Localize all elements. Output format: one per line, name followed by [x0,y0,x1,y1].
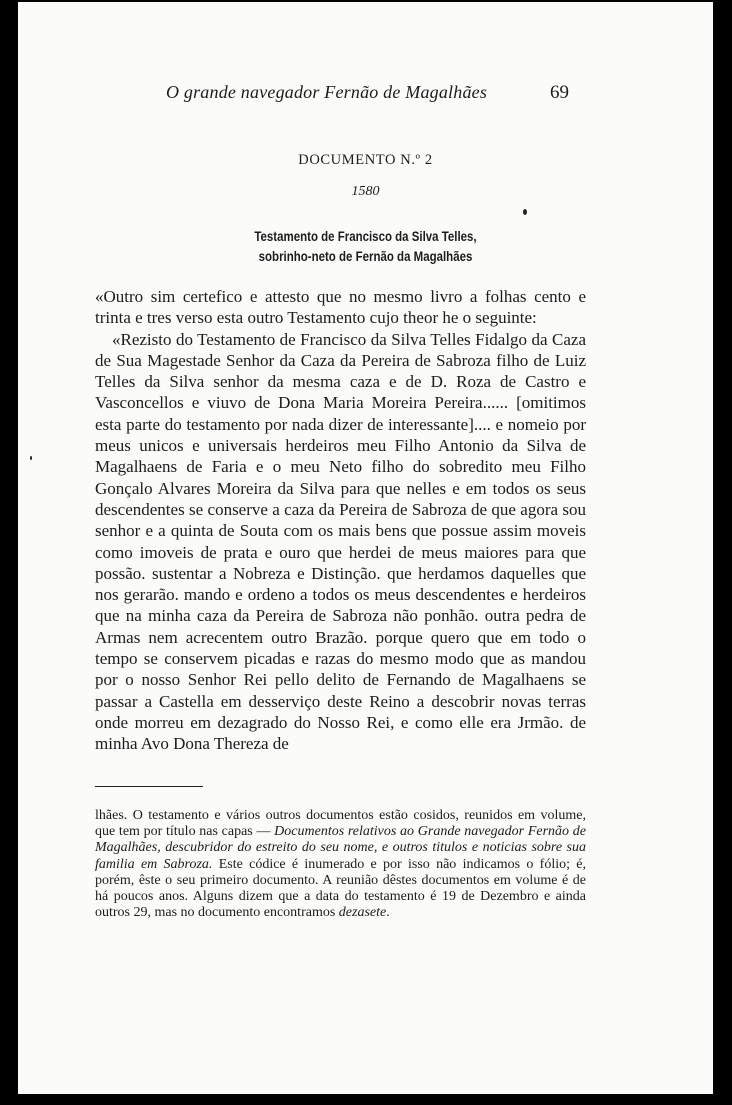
ink-speck [523,209,527,215]
document-label: DOCUMENTO N.º 2 [298,152,433,168]
body-paragraph-2: «Rezisto do Testamento de Francisco da Silva Telles Fidalgo da Caza de Sua Magestade Senhor da Caza da Pereira de Sabroza filho de Luiz Telles da Silva senhor da mesma caza e de D. Roza de Castro e Vasconcellos e viuvo de Dona Maria Moreira Pereira...... [omitimos esta parte do testamento por nada dizer de interessante].... e nomeio por meus unicos e universais herdeiros meu Filho Antonio da Silva de Magalhaens de Faria e o meu Neto filho do sobredito meu Filho Gonçalo Alvares Moreira da Silva para que nelles e em todos os seus descendentes se conserve a caza da Pereira de Sabroza de que agora sou senhor e a quinta de Souta com os mais bens que possue assim moveis como imoveis de prata e ouro que herdei de meus maiores para que possão. sustentar a Nobreza e Distinção. que herdamos daquelles que nos gerarão. mando e ordeno a todos os meus descendentes e herdeiros que na minha caza da Pereira de Sabroza não ponhão. outra pedra de Armas nem acrecentem outro Brazão. porque quero que em todo o tempo se conservem picadas e razas do mesmo modo que as mandou por o nosso Senhor Rei pello delito de Fernando de Magalhaens se passar a Castella em desserviço deste Reino a descobrir novas terras onde morreu em dezagrado do Nosso Rei, e como elle era Jrmão. de minha Avo Dona Thereza de [95,329,586,754]
page-number: 69 [550,82,569,103]
body-paragraph-1: «Outro sim certefico e attesto que no mesmo livro a folhas cento e trinta e tres verso esta outro Testamento cujo theor he o seguinte: [95,287,586,328]
body-text [95,286,586,755]
document-title-line-2: sobrinho-neto de Fernão da Magalhães [258,248,473,264]
footnote-italic-title: Documentos relativos ao Grande navegador Fernão de Magalhães, descubridor do estreito do seu nome, e outros titulos e noticias sobre sua familia em Sabroza. [95,824,586,872]
footnote-text-3: . [386,905,390,921]
footnote-divider [95,786,203,787]
footnote-text-2: Este códice é inumerado e por isso não indicamos o fólio; é, porém, êste o seu primeiro documento. A reunião dêstes documentos em volume é de há poucos anos. Alguns dizem que a data do testamento é 19 de Dezembro e ainda outros 29, mas no documento encontramos [95,856,586,921]
footnote [95,808,586,921]
footnote-paragraph [95,808,586,921]
footnote-text-1: lhães. O testamento e vários outros documentos estão cosidos, reunidos em volume, que tem por título nas capas — [95,808,586,840]
footnote-italic-word: dezasete [338,905,387,921]
document-year: 1580 [351,184,380,199]
document-title-line-1: Testamento de Francisco da Silva Telles, [254,228,477,244]
running-head: O grande navegador Fernão de Magalhães [166,82,488,102]
book-page [18,2,713,1094]
document-title [81,226,651,266]
ink-speck [30,456,32,460]
